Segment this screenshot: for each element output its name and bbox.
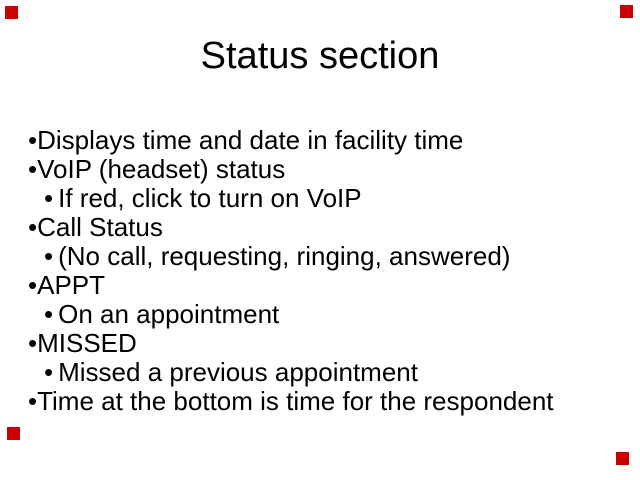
bullet-item <box>44 184 628 213</box>
bullet-dot-icon: • <box>28 125 38 155</box>
corner-marker-bottom-right <box>616 452 629 465</box>
bullet-dot-icon: • <box>28 386 38 416</box>
corner-marker-bottom-left <box>7 427 20 440</box>
bullet-item <box>44 242 628 271</box>
corner-marker-top-right <box>620 5 633 18</box>
slide-title: Status section <box>200 35 440 77</box>
bullet-text: APPT <box>37 270 106 300</box>
bullet-item <box>28 155 628 184</box>
bullet-text: Displays time and date in facility time <box>37 125 464 155</box>
bullet-item <box>28 387 628 416</box>
bullet-dot-icon: • <box>44 183 54 213</box>
bullet-dot-icon: • <box>28 154 38 184</box>
bullet-list <box>28 126 628 416</box>
bullet-text: Missed a previous appointment <box>58 357 418 387</box>
bullet-text: Time at the bottom is time for the respondent <box>37 386 554 416</box>
bullet-item <box>44 300 628 329</box>
bullet-text: (No call, requesting, ringing, answered) <box>58 241 511 271</box>
bullet-item <box>28 271 628 300</box>
corner-marker-top-left <box>5 6 18 19</box>
bullet-item <box>28 126 628 155</box>
bullet-text: On an appointment <box>58 299 280 329</box>
bullet-text: If red, click to turn on VoIP <box>58 183 362 213</box>
bullet-dot-icon: • <box>28 328 38 358</box>
bullet-item <box>28 213 628 242</box>
bullet-dot-icon: • <box>44 357 54 387</box>
bullet-item <box>28 329 628 358</box>
bullet-text: VoIP (headset) status <box>37 154 286 184</box>
bullet-text: Call Status <box>37 212 163 242</box>
bullet-dot-icon: • <box>28 270 38 300</box>
bullet-item <box>44 358 628 387</box>
bullet-dot-icon: • <box>44 299 54 329</box>
bullet-dot-icon: • <box>28 212 38 242</box>
bullet-dot-icon: • <box>44 241 54 271</box>
bullet-text: MISSED <box>37 328 137 358</box>
